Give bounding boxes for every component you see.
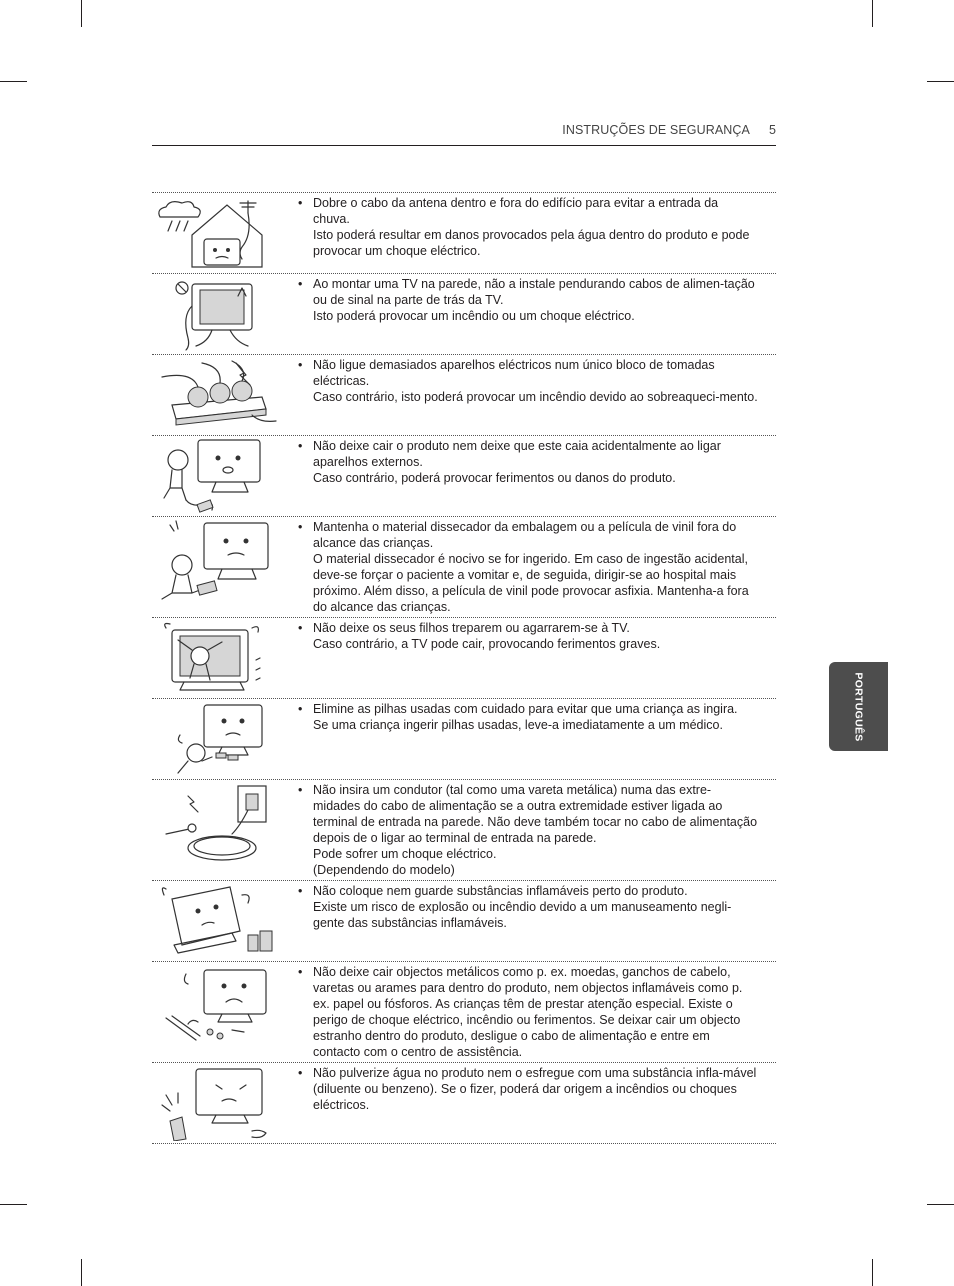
metal-rod-plug-icon (152, 782, 282, 872)
instruction-text (298, 276, 758, 324)
instruction-text (298, 883, 758, 931)
page-number: 5 (769, 123, 776, 137)
instruction-text (298, 782, 758, 878)
instruction-line: Dobre o cabo da antena dentro e fora do edifício para evitar a entrada da chuva. (313, 196, 719, 226)
overloaded-power-strip-icon (152, 357, 282, 433)
instruction-line: Caso contrário, poderá provocar ferimentos ou danos do produto. (313, 471, 676, 485)
child-tripping-cable-icon (152, 438, 282, 514)
crop-mark (0, 81, 27, 82)
instruction-line: Não coloque nem guarde substâncias inflamáveis perto do produto. (313, 884, 688, 898)
list-item (152, 699, 776, 780)
instruction-line: Não pulverize água no produto nem o esfregue com uma substância infla-mável (diluente ou benzeno). Se o fizer, poderá dar origem a incêndios ou choques eléctricos. (313, 1066, 757, 1112)
instruction-line: Não deixe os seus filhos treparem ou agarrarem-se à TV. (313, 621, 630, 635)
crop-mark (927, 81, 954, 82)
crop-mark (81, 1259, 82, 1286)
bullet: • (298, 884, 303, 898)
instruction-text (298, 519, 758, 615)
bullet: • (298, 621, 303, 635)
bullet: • (298, 783, 303, 797)
instruction-line: Isto poderá resultar em danos provocados pela água dentro do produto e pode provocar um choque eléctrico. (313, 228, 750, 258)
language-tab (829, 662, 888, 751)
page-header (152, 121, 776, 146)
bullet: • (298, 520, 303, 534)
instruction-line: Não insira um condutor (tal como uma vareta metálica) numa das extre-midades do cabo de alimentação se a outra extremidade estiver ligada ao terminal de entrada na parede. Não deve também tocar no cabo de alimentação depois de o ligar ao terminal de entrada na parede. (313, 783, 758, 845)
instruction-line: Isto poderá provocar um incêndio ou um choque eléctrico. (313, 309, 635, 323)
metal-objects-icon (152, 964, 282, 1054)
list-item (152, 355, 776, 436)
water-spray-icon (152, 1065, 282, 1141)
bullet: • (298, 358, 303, 372)
instruction-text (298, 1065, 758, 1113)
instruction-line: Elimine as pilhas usadas com cuidado para evitar que uma criança as ingira. (313, 702, 738, 716)
antenna-cable-house-icon (152, 195, 282, 271)
crop-mark (872, 1259, 873, 1286)
flammable-substances-icon (152, 883, 282, 959)
instruction-line: Caso contrário, isto poderá provocar um incêndio devido ao sobreaqueci-mento. (313, 390, 758, 404)
instruction-text (298, 620, 758, 652)
list-item (152, 780, 776, 881)
instruction-line: O material dissecador é nocivo se for ingerido. Em caso de ingestão acidental, deve-se forçar o paciente a vomitar e, de seguida, dirigir-se ao hospital mais próximo. Além disso, a película de vinil pode provocar asfixia. Mantenha-a fora do alcance das crianças. (313, 552, 749, 614)
crop-mark (872, 0, 873, 27)
instruction-line: Se uma criança ingerir pilhas usadas, leve-a imediatamente a um médico. (313, 718, 723, 732)
instruction-text (298, 964, 758, 1060)
instruction-text (298, 195, 758, 259)
safety-instructions-list (152, 192, 776, 1144)
instruction-line: Mantenha o material dissecador da embalagem ou a película de vinil fora do alcance das crianças. (313, 520, 737, 550)
list-item (152, 436, 776, 517)
language-tab-label: PORTUGUÊS (852, 671, 865, 742)
instruction-line: Não deixe cair objectos metálicos como p. ex. moedas, ganchos de cabelo, varetas ou arames para dentro do produto, nem objectos inflamáveis como p. ex. papel ou fósforos. As crianças têm de prestar atenção especial. Existe o perigo de choque eléctrico, incêndio ou ferimentos. Se deixar cair um objecto estranho dentro do produto, desligue o cabo de alimentação e entre em contacto com o centro de assistência. (313, 965, 743, 1059)
bullet: • (298, 439, 303, 453)
crop-mark (927, 1204, 954, 1205)
instruction-line: Ao montar uma TV na parede, não a instale pendurando cabos de alimen-tação ou de sinal na parte de trás da TV. (313, 277, 755, 307)
list-item (152, 962, 776, 1063)
wall-mount-cables-icon (152, 276, 282, 352)
instruction-text (298, 357, 758, 405)
instruction-line: Existe um risco de explosão ou incêndio devido a um manuseamento negli-gente das substâncias inflamáveis. (313, 900, 732, 930)
section-title: INSTRUÇÕES DE SEGURANÇA (562, 123, 750, 137)
instruction-text (298, 438, 758, 486)
list-item (152, 193, 776, 274)
instruction-text (298, 701, 758, 733)
instruction-line: Não ligue demasiados aparelhos eléctricos num único bloco de tomadas eléctricas. (313, 358, 715, 388)
crop-mark (0, 1204, 27, 1205)
crop-mark (81, 0, 82, 27)
list-item (152, 881, 776, 962)
instruction-line: Não deixe cair o produto nem deixe que este caia acidentalmente ao ligar aparelhos externos. (313, 439, 721, 469)
instruction-line: Caso contrário, a TV pode cair, provocando ferimentos graves. (313, 637, 661, 651)
list-item (152, 1063, 776, 1144)
instruction-line: (Dependendo do modelo) (313, 863, 455, 877)
list-item (152, 517, 776, 618)
child-climbing-tv-icon (152, 620, 282, 696)
bullet: • (298, 1066, 303, 1080)
child-desiccant-icon (152, 519, 282, 609)
bullet: • (298, 965, 303, 979)
bullet: • (298, 196, 303, 210)
instruction-line: Pode sofrer um choque eléctrico. (313, 847, 497, 861)
list-item (152, 618, 776, 699)
bullet: • (298, 702, 303, 716)
list-item (152, 274, 776, 355)
child-batteries-icon (152, 701, 282, 777)
bullet: • (298, 277, 303, 291)
